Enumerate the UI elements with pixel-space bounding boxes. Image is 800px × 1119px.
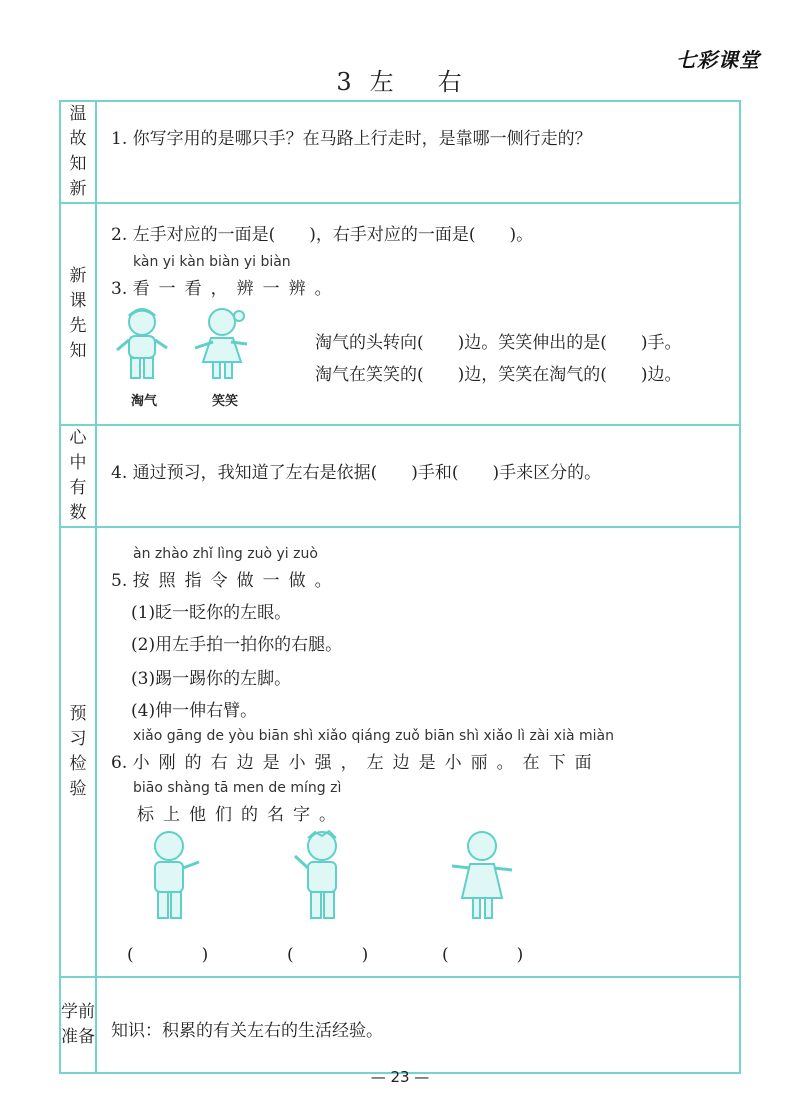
- question-5-item-3: (3)踢一踢你的左脚。: [131, 669, 292, 689]
- question-5-title: 5. 按照指令做一做。: [111, 571, 341, 591]
- answer-blank-1[interactable]: ( ): [127, 945, 209, 965]
- question-4: 4. 通过预习，我知道了左右是依据( )手和( )手来区分的。: [111, 463, 602, 483]
- girl-icon: [442, 828, 522, 924]
- question-5-item-1: (1)眨一眨你的左眼。: [131, 603, 292, 623]
- brand-logo: 七彩课堂: [676, 48, 760, 72]
- question-5-item-4: (4)伸一伸右臂。: [131, 701, 258, 721]
- answer-blank-2[interactable]: ( ): [287, 945, 369, 965]
- section-label-check: 预 习 检 验: [60, 527, 96, 977]
- question-5-pinyin: àn zhào zhǐ lìng zuò yi zuò: [133, 546, 318, 562]
- section-preview: [96, 203, 740, 425]
- section-label-prep: 学前 准备: [60, 977, 96, 1073]
- question-5-item-2: (2)用左手拍一拍你的右腿。: [131, 635, 343, 655]
- section-label-preview: 新 课 先 知: [60, 203, 96, 425]
- section-label-mind: 心 中 有 数: [60, 425, 96, 527]
- kid-right-figure: [442, 828, 522, 929]
- worksheet-table: [59, 100, 741, 1074]
- title-char-right: 右: [437, 68, 464, 96]
- page-number: — 23 —: [370, 1068, 430, 1086]
- kid-left-figure: [137, 828, 207, 929]
- child-taoqi-label: 淘气: [131, 394, 158, 409]
- child-xiaoxiao-label: 笑笑: [212, 394, 239, 409]
- section-mind: [96, 425, 740, 527]
- section-check: [96, 527, 740, 977]
- question-2: 2. 左手对应的一面是( )，右手对应的一面是( )。: [111, 225, 534, 245]
- page-title: [0, 62, 800, 97]
- question-3-line-2: 淘气在笑笑的( )边，笑笑在淘气的( )边。: [315, 365, 682, 385]
- question-6-pinyin-1: xiǎo gāng de yòu biān shì xiǎo qiáng zuǒ biān shì xiǎo lì zài xià miàn: [133, 728, 614, 744]
- question-6-pinyin-2: biāo shàng tā men de míng zì: [133, 780, 342, 796]
- title-char-left: 左: [369, 68, 396, 96]
- section-review: [96, 101, 740, 203]
- question-3-title: 3. 看一看，辨一辨。: [111, 279, 341, 299]
- answer-blank-3[interactable]: ( ): [442, 945, 524, 965]
- boy-icon: [287, 828, 357, 924]
- child-taoqi-figure: [107, 304, 177, 389]
- boy-icon: [107, 304, 177, 384]
- question-3-pinyin: kàn yi kàn biàn yi biàn: [133, 254, 291, 270]
- question-6-line-2: 标上他们的名字。: [137, 805, 345, 825]
- girl-icon: [187, 304, 257, 384]
- section-prep: [96, 977, 740, 1073]
- question-1: 1. 你写字用的是哪只手？在马路上行走时，是靠哪一侧行走的？: [111, 129, 592, 149]
- boy-icon: [137, 828, 207, 924]
- child-xiaoxiao-figure: [187, 304, 257, 389]
- question-6-line-1: 6. 小刚的右边是小强，左边是小丽。在下面: [111, 753, 601, 773]
- lesson-number: 3: [336, 68, 354, 96]
- prep-knowledge: 知识：积累的有关左右的生活经验。: [111, 1021, 383, 1041]
- kid-middle-figure: [287, 828, 357, 929]
- section-label-review: 温 故 知 新: [60, 101, 96, 203]
- question-3-line-1: 淘气的头转向( )边。笑笑伸出的是( )手。: [315, 333, 682, 353]
